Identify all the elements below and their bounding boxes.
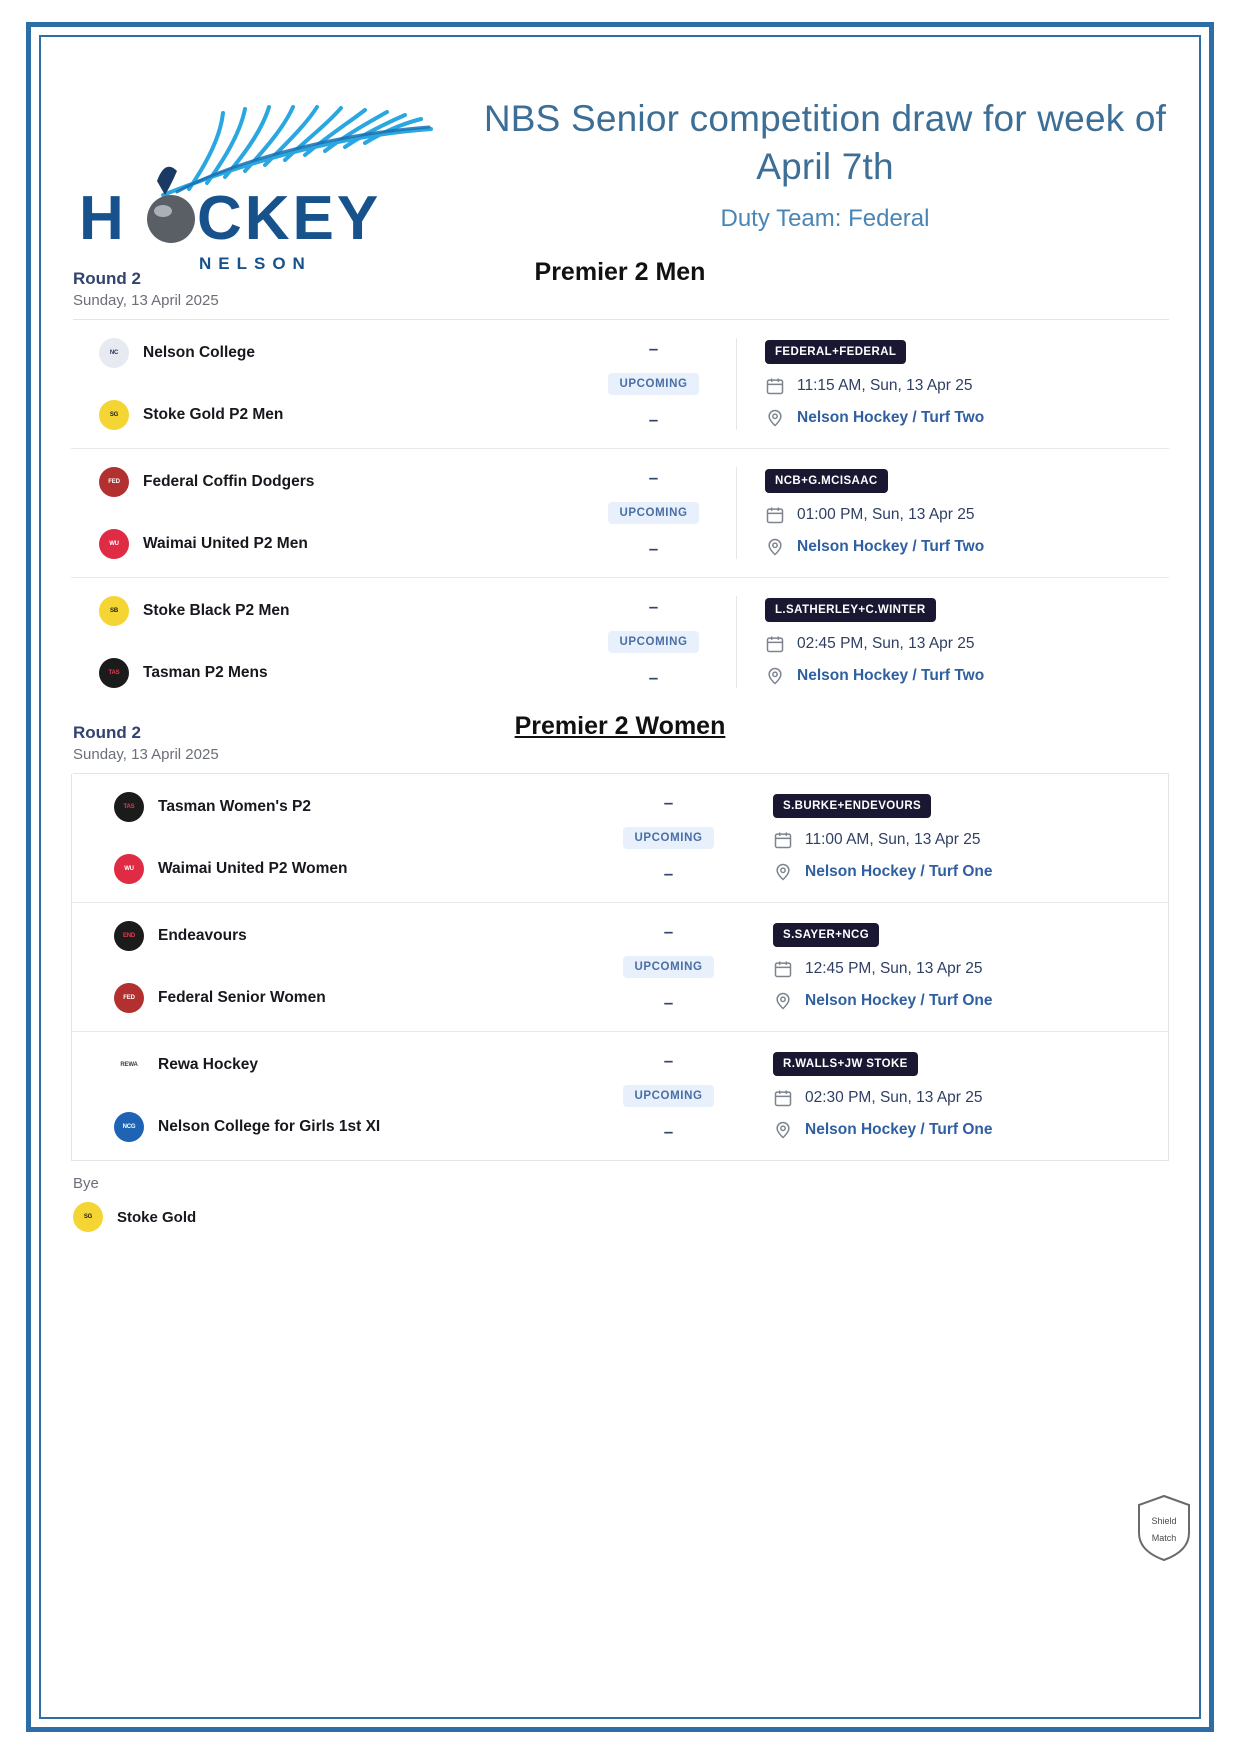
- duty-team-label: Duty Team: Federal: [720, 205, 930, 233]
- fixture-info-column: [751, 792, 1160, 884]
- calendar-icon: [765, 505, 785, 525]
- home-score: –: [648, 468, 659, 487]
- fixture-info-column: [736, 467, 1169, 559]
- teams-column: [86, 921, 586, 1013]
- teams-column: [86, 1050, 586, 1142]
- fixture-row[interactable]: [71, 320, 1169, 449]
- fixture-info-column: [751, 1050, 1160, 1142]
- home-score: –: [663, 793, 674, 812]
- fixture-time: 11:00 AM, Sun, 13 Apr 25: [805, 831, 981, 848]
- status-badge: UPCOMING: [608, 502, 698, 524]
- svg-text:NELSON: NELSON: [199, 254, 312, 273]
- status-badge: UPCOMING: [623, 827, 713, 849]
- round-date: Sunday, 13 April 2025: [73, 292, 1169, 320]
- away-team-row[interactable]: [99, 529, 571, 559]
- calendar-icon: [765, 376, 785, 396]
- away-score: –: [663, 1122, 674, 1141]
- hockey-nelson-logo: [71, 55, 471, 273]
- sections-container: [71, 258, 1169, 1232]
- title-block: [481, 55, 1169, 233]
- fixture-venue-row[interactable]: [773, 1120, 1160, 1140]
- location-pin-icon: [765, 408, 785, 428]
- away-team-name: Nelson College for Girls 1st XI: [158, 1118, 381, 1135]
- officials-badge: FEDERAL+FEDERAL: [765, 340, 906, 364]
- calendar-icon: [773, 959, 793, 979]
- fixture-venue: Nelson Hockey / Turf Two: [797, 409, 985, 426]
- home-team-name: Nelson College: [143, 344, 255, 361]
- fixture-info-column: [736, 596, 1169, 688]
- bye-team-badge-icon: SG: [73, 1202, 103, 1232]
- calendar-icon: [773, 1088, 793, 1108]
- round-label: Round 2: [73, 269, 141, 288]
- home-team-name: Endeavours: [158, 927, 247, 944]
- teams-column: [71, 467, 571, 559]
- section-title: Premier 2 Men: [534, 258, 706, 286]
- home-team-name: Tasman Women's P2: [158, 798, 311, 815]
- status-badge: UPCOMING: [623, 956, 713, 978]
- status-badge: UPCOMING: [608, 373, 698, 395]
- location-pin-icon: [773, 862, 793, 882]
- fixture-info-column: [736, 338, 1169, 430]
- away-team-badge-icon: FED: [114, 983, 144, 1013]
- watermark-line-1: Shield: [1151, 1516, 1177, 1526]
- fixture-time: 02:45 PM, Sun, 13 Apr 25: [797, 635, 975, 652]
- home-team-badge-icon: END: [114, 921, 144, 951]
- home-team-name: Rewa Hockey: [158, 1056, 258, 1073]
- officials-badge: R.WALLS+JW STOKE: [773, 1052, 918, 1076]
- score-column: [586, 792, 751, 884]
- home-team-row[interactable]: [114, 1050, 586, 1080]
- away-score: –: [663, 993, 674, 1012]
- away-team-row[interactable]: [99, 658, 571, 688]
- away-team-badge-icon: TAS: [99, 658, 129, 688]
- home-team-row[interactable]: [99, 467, 571, 497]
- fixture-time-row: [765, 376, 1169, 396]
- fixture-venue: Nelson Hockey / Turf One: [805, 992, 993, 1009]
- home-score: –: [663, 1051, 674, 1070]
- away-team-badge-icon: NCG: [114, 1112, 144, 1142]
- away-team-badge-icon: WU: [114, 854, 144, 884]
- location-pin-icon: [765, 666, 785, 686]
- outer-border: [26, 22, 1214, 1732]
- score-column: [571, 338, 736, 430]
- teams-column: [71, 338, 571, 430]
- away-team-name: Stoke Gold P2 Men: [143, 406, 284, 423]
- bye-label: Bye: [73, 1175, 99, 1192]
- fixture-venue: Nelson Hockey / Turf One: [805, 863, 993, 880]
- home-team-badge-icon: FED: [99, 467, 129, 497]
- calendar-icon: [773, 830, 793, 850]
- away-team-row[interactable]: [114, 854, 586, 884]
- score-column: [571, 596, 736, 688]
- home-team-badge-icon: REWA: [114, 1050, 144, 1080]
- teams-column: [86, 792, 586, 884]
- away-team-row[interactable]: [114, 983, 586, 1013]
- round-date: Sunday, 13 April 2025: [73, 746, 1169, 774]
- fixture-time-row: [773, 1088, 1160, 1108]
- away-team-name: Tasman P2 Mens: [143, 664, 268, 681]
- fixture-time: 12:45 PM, Sun, 13 Apr 25: [805, 960, 983, 977]
- fixture-venue: Nelson Hockey / Turf Two: [797, 667, 985, 684]
- score-column: [586, 1050, 751, 1142]
- away-team-name: Waimai United P2 Men: [143, 535, 308, 552]
- away-team-name: Waimai United P2 Women: [158, 860, 348, 877]
- teams-column: [71, 596, 571, 688]
- fixture-time: 01:00 PM, Sun, 13 Apr 25: [797, 506, 975, 523]
- officials-badge: NCB+G.MCISAAC: [765, 469, 888, 493]
- fixture-venue-row[interactable]: [765, 666, 1169, 686]
- fixture-time-row: [773, 959, 1160, 979]
- away-team-badge-icon: SG: [99, 400, 129, 430]
- fixture-venue-row[interactable]: [765, 537, 1169, 557]
- away-team-name: Federal Senior Women: [158, 989, 326, 1006]
- fixture-time-row: [765, 505, 1169, 525]
- fixture-info-column: [751, 921, 1160, 1013]
- logo-icon: [71, 77, 461, 273]
- fixture-list: [71, 774, 1169, 1161]
- away-score: –: [663, 864, 674, 883]
- away-team-badge-icon: WU: [99, 529, 129, 559]
- status-badge: UPCOMING: [608, 631, 698, 653]
- home-score: –: [648, 339, 659, 358]
- away-score: –: [648, 539, 659, 558]
- fixture-venue: Nelson Hockey / Turf Two: [797, 538, 985, 555]
- fixture-venue-row[interactable]: [765, 408, 1169, 428]
- competition-section: [71, 258, 1169, 706]
- fixture-venue-row[interactable]: [773, 991, 1160, 1011]
- svg-text:H: H: [79, 184, 127, 253]
- location-pin-icon: [773, 1120, 793, 1140]
- home-team-name: Federal Coffin Dodgers: [143, 473, 315, 490]
- fixture-row[interactable]: [71, 449, 1169, 578]
- bye-team-name: Stoke Gold: [117, 1208, 197, 1226]
- svg-text:CKEY: CKEY: [197, 184, 382, 253]
- shield-match-watermark: [1133, 1493, 1195, 1567]
- fixture-time: 11:15 AM, Sun, 13 Apr 25: [797, 377, 973, 394]
- watermark-line-2: Match: [1151, 1533, 1177, 1544]
- fixture-venue-row[interactable]: [773, 862, 1160, 882]
- page-title: NBS Senior competition draw for week of April 7th: [483, 98, 1167, 188]
- fixture-venue: Nelson Hockey / Turf One: [805, 1121, 993, 1138]
- round-label: Round 2: [73, 723, 141, 742]
- home-score: –: [663, 922, 674, 941]
- calendar-icon: [765, 634, 785, 654]
- home-team-row[interactable]: [99, 338, 571, 368]
- status-badge: UPCOMING: [623, 1085, 713, 1107]
- fixture-time-row: [765, 634, 1169, 654]
- location-pin-icon: [765, 537, 785, 557]
- score-column: [571, 467, 736, 559]
- away-score: –: [648, 410, 659, 429]
- home-team-name: Stoke Black P2 Men: [143, 602, 290, 619]
- fixture-row[interactable]: [72, 774, 1168, 903]
- away-score: –: [648, 668, 659, 687]
- home-team-badge-icon: TAS: [114, 792, 144, 822]
- fixture-row[interactable]: [72, 1032, 1168, 1160]
- fixture-row[interactable]: [71, 578, 1169, 706]
- competition-section: [71, 712, 1169, 1232]
- officials-badge: L.SATHERLEY+C.WINTER: [765, 598, 936, 622]
- fixture-time: 02:30 PM, Sun, 13 Apr 25: [805, 1089, 983, 1106]
- home-score: –: [648, 597, 659, 616]
- fixture-list: [71, 320, 1169, 706]
- away-team-row[interactable]: [114, 1112, 586, 1142]
- away-team-row[interactable]: [99, 400, 571, 430]
- fixture-time-row: [773, 830, 1160, 850]
- score-column: [586, 921, 751, 1013]
- location-pin-icon: [773, 991, 793, 1011]
- bye-team-row: [73, 1202, 1169, 1232]
- officials-badge: S.SAYER+NCG: [773, 923, 879, 947]
- home-team-row[interactable]: [114, 792, 586, 822]
- fixture-row[interactable]: [72, 903, 1168, 1032]
- inner-border: [39, 35, 1201, 1719]
- home-team-row[interactable]: [99, 596, 571, 626]
- officials-badge: S.BURKE+ENDEVOURS: [773, 794, 931, 818]
- section-title: Premier 2 Women: [514, 712, 726, 740]
- home-team-row[interactable]: [114, 921, 586, 951]
- home-team-badge-icon: NC: [99, 338, 129, 368]
- home-team-badge-icon: SB: [99, 596, 129, 626]
